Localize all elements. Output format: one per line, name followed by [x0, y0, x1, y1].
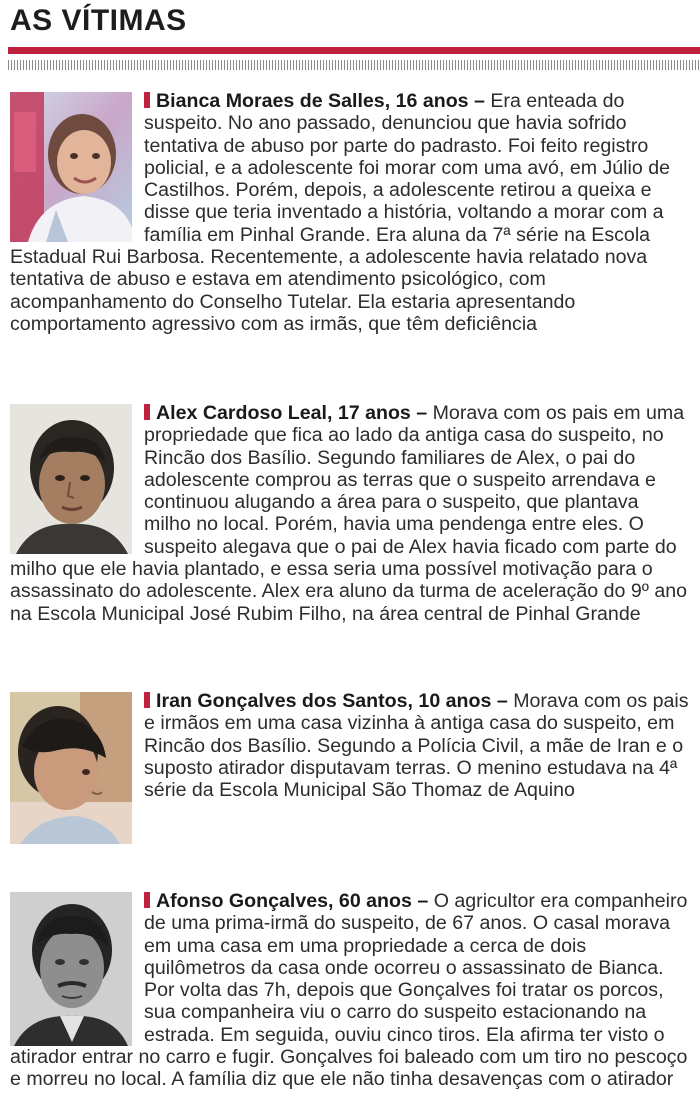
victim-photo-iran	[10, 692, 132, 844]
accent-bullet	[144, 892, 150, 908]
victim-description: Morava com os pais em uma propriedade que fica ao lado da antiga casa do suspeito, no Rincão dos Basílio. Segundo familiares de Alex, o pai do adolescente comprou as terras que o suspeito arrendava e continuou alugando a área para o suspeito, que plantava milho no local. Porém, havia uma pendenga entre eles. O suspeito alegava que o pai de Alex havia ficado com parte do milho que ele havia plantado, e essa seria uma possível motivação para o assassinato do adolescente. Alex era aluno da turma de aceleração do 9º ano na Escola Municipal José Rubim Filho, na área central de Pinhal Grande	[10, 402, 688, 625]
header-hatch-divider	[8, 60, 700, 70]
victim-name: Alex Cardoso Leal, 17 anos –	[156, 402, 428, 424]
victim-entry-alex	[10, 402, 690, 625]
victim-description: Morava com os pais e irmãos em uma casa vizinha à antiga casa do suspeito, em Rincão dos Basílio. Segundo a Polícia Civil, a mãe de Iran e o suposto atirador disputavam terras. O menino estudava na 4ª série da Escola Municipal São Thomaz de Aquino	[144, 690, 689, 802]
portrait-photo-afonso	[10, 892, 132, 1046]
victim-name: Afonso Gonçalves, 60 anos –	[156, 890, 429, 912]
victim-description: Era enteada do suspeito. No ano passado, denunciou que havia sofrido tentativa de abuso por parte do padrasto. Foi feito registro policial, e a adolescente foi morar com uma avó, em Júlio de Castilhos. Porém, depois, a adolescente retirou a queixa e disse que teria inventado a história, voltando a morar com a família em Pinhal Grande. Era aluna da 7ª série na Escola Estadual Rui Barbosa. Recentemente, a adolescente havia relatado nova tentativa de abuso e estava em atendimento psicológico, com acompanhamento do Conselho Tutelar. Ela estaria apresentando comportamento agressivo com as irmãs, que têm deficiência	[10, 90, 671, 335]
victim-photo-alex	[10, 404, 132, 554]
victim-description: O agricultor era companheiro de uma prima-irmã do suspeito, de 67 anos. O casal morava em uma casa em uma propriedade a cerca de dois quilômetros da casa onde ocorreu o assassinato de Bianca. Por volta das 7h, depois que Gonçalves foi tratar os porcos, sua companheira viu o carro do suspeito estacionando na estrada. Em seguida, ouviu cinco tiros. Ela afirma ter visto o atirador entrar no carro e fugir. Gonçalves foi baleado com um tiro no pescoço e morreu no local. A família diz que ele não tinha desavenças com o atirador	[10, 890, 688, 1091]
victim-entry-iran	[10, 690, 690, 844]
portrait-photo-bianca	[10, 92, 132, 242]
header-red-rule	[8, 47, 700, 54]
section-header	[0, 0, 700, 74]
victim-name: Iran Gonçalves dos Santos, 10 anos –	[156, 690, 508, 712]
victim-photo-afonso	[10, 892, 132, 1046]
accent-bullet	[144, 404, 150, 420]
accent-bullet	[144, 92, 150, 108]
victim-name: Bianca Moraes de Salles, 16 anos –	[156, 90, 485, 112]
section-title: AS VÍTIMAS	[10, 4, 187, 37]
accent-bullet	[144, 692, 150, 708]
victim-entry-afonso	[10, 890, 690, 1091]
portrait-photo-alex	[10, 404, 132, 554]
victim-photo-bianca	[10, 92, 132, 242]
victim-entry-bianca	[10, 90, 690, 335]
portrait-photo-iran	[10, 692, 132, 844]
